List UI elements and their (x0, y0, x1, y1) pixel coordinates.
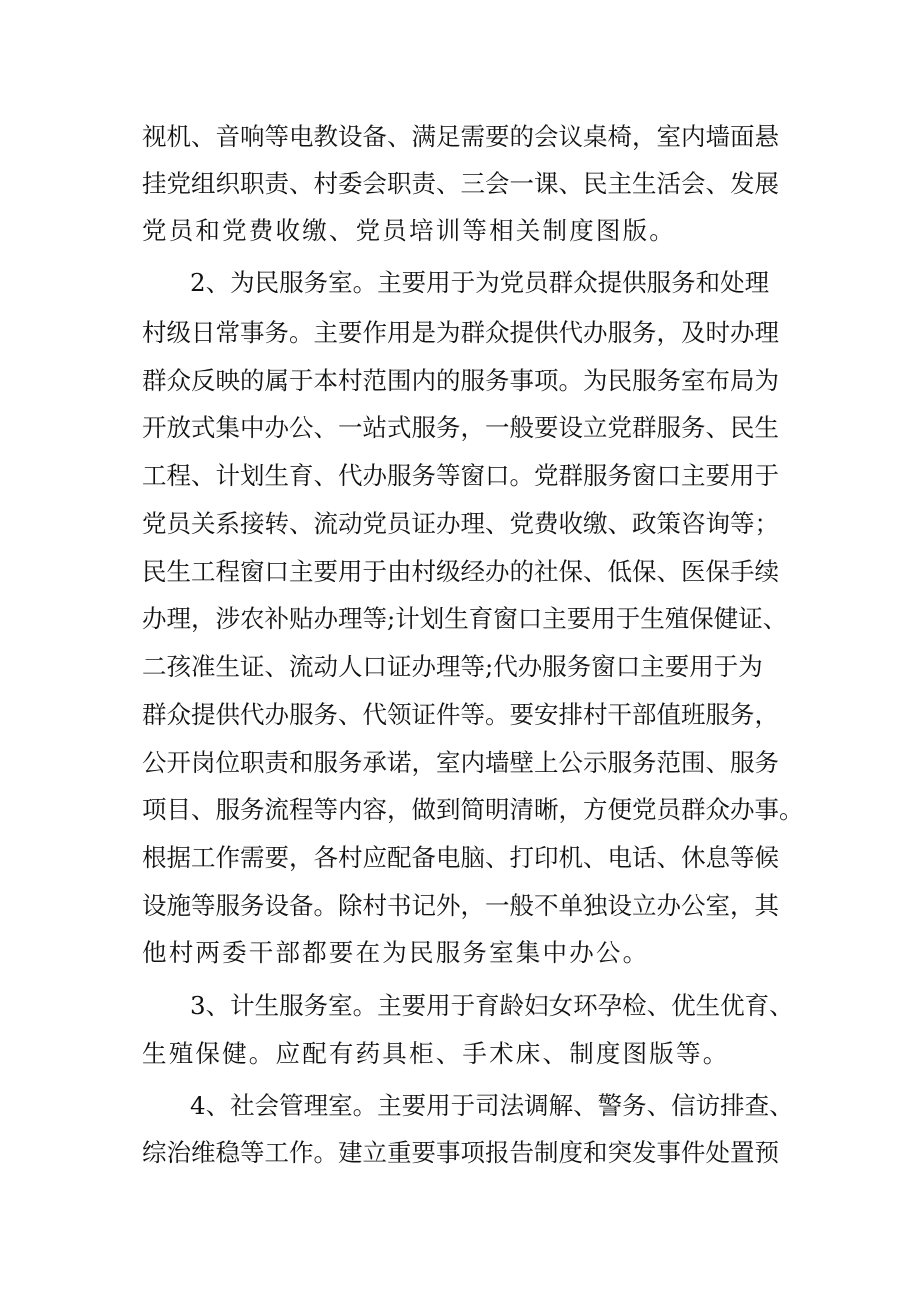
text-line: 视机、音响等电教设备、满足需要的会议桌椅，室内墙面悬 (142, 122, 779, 151)
text-line: 公开岗位职责和服务承诺，室内墙壁上公示服务范围、服务 (142, 748, 779, 777)
text-line: 根据工作需要，各村应配备电脑、打印机、电话、休息等候 (142, 843, 779, 872)
text-line: 办理，涉农补贴办理等;计划生育窗口主要用于生殖保健证、 (142, 604, 788, 633)
paragraph-start-line: 3、计生服务室。主要用于育龄妇女环孕检、优生优育、 (190, 991, 794, 1020)
text-line: 民生工程窗口主要用于由村级经办的社保、低保、医保手续 (142, 557, 779, 586)
text-line: 设施等服务设备。除村书记外，一般不单独设立办公室，其 (142, 891, 779, 920)
text-line: 挂党组织职责、村委会职责、三会一课、民主生活会、发展 (142, 169, 779, 198)
text-line: 党员关系接转、流动党员证办理、党费收缴、政策咨询等； (142, 509, 779, 538)
text-line: 他村两委干部都要在为民服务室集中办公。 (142, 938, 650, 967)
text-line: 工程、计划生育、代办服务等窗口。党群服务窗口主要用于 (142, 461, 779, 490)
paragraph-start-line: 4、社会管理室。主要用于司法调解、警务、信访排查、 (190, 1091, 794, 1120)
text-line: 项目、服务流程等内容，做到简明清晰，方便党员群众办事。 (142, 795, 804, 824)
text-line: 开放式集中办公、一站式服务，一般要设立党群服务、民生 (142, 413, 779, 442)
text-line: 党员和党费收缴、党员培训等相关制度图版。 (142, 216, 676, 245)
text-line: 群众提供代办服务、代领证件等。要安排村干部值班服务， (142, 700, 779, 729)
paragraph-start-line: 2、为民服务室。主要用于为党员群众提供服务和处理 (190, 268, 770, 297)
text-line: 生殖保健。应配有药具柜、手术床、制度图版等。 (142, 1039, 730, 1068)
text-line: 综治维稳等工作。建立重要事项报告制度和突发事件处置预 (142, 1138, 779, 1167)
text-line: 村级日常事务。主要作用是为群众提供代办服务，及时办理 (142, 318, 779, 347)
text-line: 二孩准生证、流动人口证办理等;代办服务窗口主要用于为 (142, 652, 763, 681)
text-line: 群众反映的属于本村范围内的服务事项。为民服务室布局为 (142, 366, 779, 395)
